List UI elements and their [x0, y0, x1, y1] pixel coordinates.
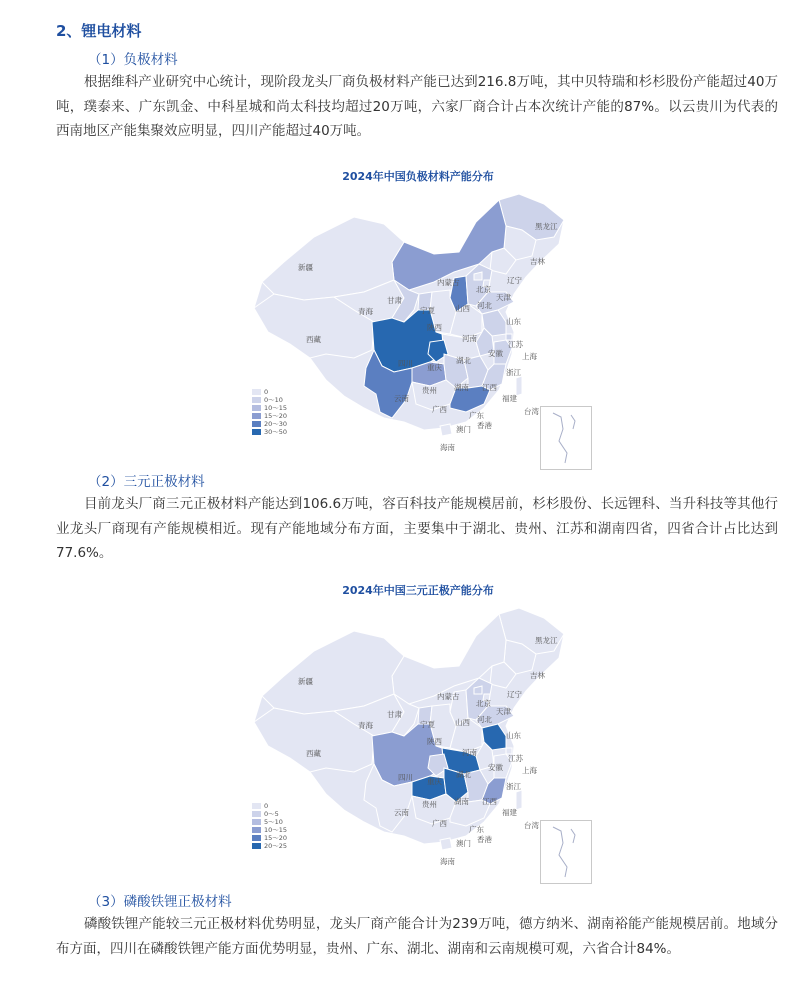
label-gansu: 甘肃 [387, 710, 402, 719]
region-hainan [440, 424, 452, 436]
label-heilongjiang: 黑龙江 [535, 222, 558, 231]
ternary-map [244, 582, 592, 882]
region-beijing [474, 686, 482, 694]
label-shanxi: 山西 [455, 718, 470, 727]
label-zhejiang: 浙江 [506, 782, 521, 791]
legend-label: 5～10 [264, 818, 283, 826]
region-taiwan [516, 790, 522, 810]
label-xizang: 西藏 [306, 335, 321, 344]
label-jilin: 吉林 [530, 671, 545, 680]
label-sichuan: 四川 [398, 773, 413, 782]
label-shandong: 山东 [506, 317, 521, 326]
label-hongkong: 香港 [477, 421, 492, 430]
label-heilongjiang: 黑龙江 [535, 636, 558, 645]
label-henan: 河南 [462, 334, 477, 343]
label-zhejiang: 浙江 [506, 368, 521, 377]
legend-label: 10～15 [264, 826, 288, 834]
legend-label: 10～15 [264, 404, 288, 412]
label-macau: 澳门 [456, 425, 471, 434]
label-jilin: 吉林 [530, 257, 545, 266]
label-qinghai: 青海 [358, 721, 373, 730]
anode-map-title: 2024年中国负极材料产能分布 [342, 170, 494, 183]
label-hunan: 湖南 [454, 797, 469, 806]
legend-label: 15～20 [264, 412, 288, 420]
region-taiwan [516, 376, 522, 396]
label-beijing: 北京 [476, 285, 491, 294]
label-xizang: 西藏 [306, 749, 321, 758]
label-shaanxi: 陕西 [427, 323, 442, 332]
anode-map-legend [252, 388, 287, 436]
ternary-map-title: 2024年中国三元正极产能分布 [342, 584, 494, 597]
label-hainan: 海南 [440, 857, 455, 866]
legend-label: 30～50 [264, 428, 288, 436]
label-liaoning: 辽宁 [507, 276, 522, 285]
label-hongkong: 香港 [477, 835, 492, 844]
label-shanghai: 上海 [522, 352, 537, 361]
legend-label: 15～20 [264, 834, 288, 842]
south-china-sea-inset [540, 820, 592, 884]
label-jiangsu: 江苏 [508, 340, 523, 349]
label-fujian: 福建 [502, 808, 517, 817]
ternary-map-legend [252, 802, 287, 850]
label-tianjin: 天津 [496, 293, 511, 302]
label-sichuan: 四川 [398, 359, 413, 368]
subheading-ternary: （2）三元正极材料 [88, 474, 205, 490]
paragraph-lfp: 磷酸铁锂产能较三元正极材料优势明显，龙头厂商产能合计为239万吨，德方纳米、湖南裕能产能规模居前。地域分布方面，四川在磷酸铁锂产能方面优势明显，贵州、广东、湖北、湖南和云南规模可观，六省合计84%。 [56, 916, 778, 957]
legend-label: 0 [264, 802, 269, 810]
label-guangxi: 广西 [432, 405, 447, 414]
label-xinjiang: 新疆 [298, 263, 313, 272]
label-tianjin: 天津 [496, 707, 511, 716]
label-beijing: 北京 [476, 699, 491, 708]
label-taiwan: 台湾 [524, 407, 539, 416]
label-shanxi: 山西 [455, 304, 470, 313]
south-china-sea-inset [540, 406, 592, 470]
label-liaoning: 辽宁 [507, 690, 522, 699]
label-hubei: 湖北 [456, 770, 471, 779]
legend-label: 0～5 [264, 810, 279, 818]
label-anhui: 安徽 [488, 349, 503, 358]
label-yunnan: 云南 [394, 394, 409, 403]
label-ningxia: 宁夏 [420, 720, 435, 729]
label-anhui: 安徽 [488, 763, 503, 772]
label-guangdong: 广东 [469, 825, 484, 834]
label-taiwan: 台湾 [524, 821, 539, 830]
paragraph-ternary: 目前龙头厂商三元正极材料产能达到106.6万吨，容百科技产能规模居前，杉杉股份、长远锂科、当升科技等其他行业龙头厂商现有产能规模相近。现有产能地域分布方面，主要集中于湖北、贵州、江苏和湖南四省，四省合计占比达到77.6%。 [56, 496, 778, 561]
legend-label: 20～30 [264, 420, 288, 428]
inset-svg [541, 407, 591, 469]
label-shanghai: 上海 [522, 766, 537, 775]
label-macau: 澳门 [456, 839, 471, 848]
label-xinjiang: 新疆 [298, 677, 313, 686]
section-title: 2、锂电材料 [56, 22, 142, 40]
anode-map [244, 168, 592, 468]
legend-label: 0～10 [264, 396, 283, 404]
region-beijing [474, 272, 482, 280]
label-ningxia: 宁夏 [420, 306, 435, 315]
label-hebei: 河北 [477, 301, 492, 310]
label-guangdong: 广东 [469, 411, 484, 420]
label-guizhou: 贵州 [422, 800, 437, 809]
legend-label: 0 [264, 388, 269, 396]
subheading-lfp: （3）磷酸铁锂正极材料 [88, 894, 232, 910]
label-yunnan: 云南 [394, 808, 409, 817]
label-jiangsu: 江苏 [508, 754, 523, 763]
label-chongqing: 重庆 [427, 363, 442, 372]
label-hubei: 湖北 [456, 356, 471, 365]
label-hebei: 河北 [477, 715, 492, 724]
inset-svg [541, 821, 591, 883]
label-neimenggu: 内蒙古 [437, 278, 460, 287]
label-qinghai: 青海 [358, 307, 373, 316]
paragraph-anode: 根据维科产业研究中心统计，现阶段龙头厂商负极材料产能已达到216.8万吨，其中贝特瑞和杉杉股份产能超过40万吨，璞泰来、广东凯金、中科星城和尚太科技均超过20万吨，六家厂商合计占本次统计产能的87%。以云贵川为代表的西南地区产能集聚效应明显，四川产能超过40万吨。 [56, 74, 778, 139]
label-fujian: 福建 [502, 394, 517, 403]
label-henan: 河南 [462, 748, 477, 757]
label-chongqing: 重庆 [427, 777, 442, 786]
label-hainan: 海南 [440, 443, 455, 452]
subheading-anode: （1）负极材料 [88, 52, 178, 68]
label-shandong: 山东 [506, 731, 521, 740]
region-hainan [440, 838, 452, 850]
label-guangxi: 广西 [432, 819, 447, 828]
label-jiangxi: 江西 [482, 797, 497, 806]
label-jiangxi: 江西 [482, 383, 497, 392]
label-neimenggu: 内蒙古 [437, 692, 460, 701]
label-gansu: 甘肃 [387, 296, 402, 305]
legend-label: 20～25 [264, 842, 288, 850]
label-guizhou: 贵州 [422, 386, 437, 395]
label-shaanxi: 陕西 [427, 737, 442, 746]
label-hunan: 湖南 [454, 383, 469, 392]
